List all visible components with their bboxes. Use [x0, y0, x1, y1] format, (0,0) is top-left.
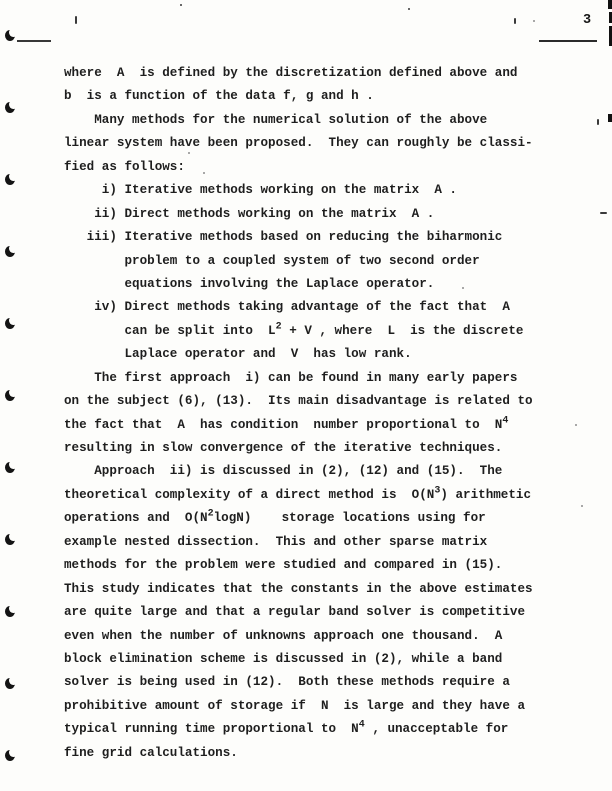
binder-hole-mark [5, 246, 15, 257]
text-line: linear system have been proposed. They can roughly be classi- [64, 136, 533, 151]
text-line: b is a function of the data f, g and h . [64, 89, 374, 104]
binder-hole-mark [5, 174, 15, 185]
text-line: problem to a coupled system of two second order [64, 253, 480, 268]
text-line: Approach ii) is discussed in (2), (12) and (15). The [64, 464, 503, 479]
text-line: prohibitive amount of storage if N is large and they have a [64, 698, 526, 713]
binder-hole-mark [5, 678, 15, 689]
text-line: i) Iterative methods working on the matrix A . [64, 183, 457, 198]
text-line: resulting in slow convergence of the iterative techniques. [64, 441, 503, 455]
text-line: on the subject (6), (13). Its main disadvantage is related to [64, 394, 533, 409]
text-line: iii) Iterative methods based on reducing the biharmonic [64, 230, 503, 245]
page-number-rule [539, 40, 597, 42]
scan-speck [180, 4, 182, 6]
text-line: Laplace operator and V has low rank. [64, 347, 412, 362]
text-line: block elimination scheme is discussed in (2), while a band [64, 651, 503, 666]
text-line: Many methods for the numerical solution of the above [64, 112, 488, 127]
page-number: 3 [583, 13, 592, 28]
text-line: typical running time proportional to $N^4$ , unacceptable for [64, 719, 509, 737]
page-edge-shadow [608, 114, 612, 122]
superscript-digit: 4 [358, 719, 365, 731]
binder-hole-mark [5, 30, 15, 41]
scan-speck [408, 8, 410, 10]
text-line: can be split into $L^2 + V$ , where L is the discrete [64, 321, 524, 338]
binder-hole-mark [5, 462, 15, 473]
text-line: operations and $O(N^2\log N)$ storage locations using for [64, 508, 486, 526]
text-line: theoretical complexity of a direct method is $O(N^3)$ arithmetic [64, 485, 532, 502]
text-line: example nested dissection. This and other sparse matrix [64, 534, 488, 549]
text-line: ii) Direct methods working on the matrix A . [64, 206, 435, 221]
document-body [64, 62, 533, 765]
text-line: even when the number of unknowns approach one thousand. A [64, 628, 503, 643]
page-edge-shadow [608, 0, 612, 9]
scan-speck [600, 212, 607, 214]
binder-hole-mark [5, 102, 15, 113]
top-left-rule [17, 40, 51, 42]
scan-speck [514, 18, 516, 24]
superscript-digit: 2 [207, 508, 214, 520]
scan-speck [597, 119, 599, 125]
binder-hole-mark [5, 390, 15, 401]
scan-speck [575, 424, 577, 426]
scan-speck [75, 16, 77, 24]
text-line: fied as follows: [64, 159, 185, 174]
superscript-digit: 2 [275, 321, 282, 333]
scan-speck [533, 20, 535, 22]
text-line: fine grid calculations. [64, 745, 238, 760]
text-line: solver is being used in (12). Both these methods require a [64, 675, 510, 690]
text-line: methods for the problem were studied and compared in (15). [64, 558, 503, 573]
binder-hole-mark [5, 534, 15, 545]
superscript-digit: 3 [434, 485, 441, 497]
text-line: This study indicates that the constants in the above estimates [64, 581, 533, 596]
text-line: iv) Direct methods taking advantage of the fact that A [64, 300, 510, 315]
binder-hole-mark [5, 750, 15, 761]
binder-hole-mark [5, 606, 15, 617]
superscript-digit: 4 [502, 415, 509, 427]
text-line: The first approach i) can be found in many early papers [64, 370, 518, 385]
text-line: are quite large and that a regular band solver is competitive [64, 605, 526, 620]
binder-hole-mark [5, 318, 15, 329]
text-line: where A is defined by the discretization defined above and [64, 66, 518, 80]
text-line: equations involving the Laplace operator. [64, 276, 435, 291]
text-line: the fact that A has condition number proportional to $N^4$ [64, 415, 509, 432]
scan-speck [581, 505, 583, 507]
